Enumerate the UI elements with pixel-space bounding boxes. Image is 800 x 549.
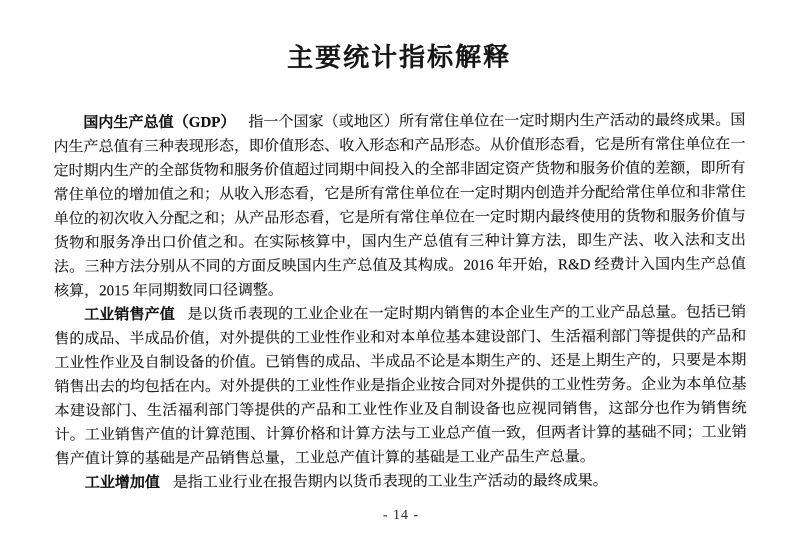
document-body bbox=[53, 108, 747, 495]
paragraph-industrial-added-value bbox=[55, 468, 747, 495]
term-industrial-sales-output: 工业销售产值 bbox=[84, 306, 175, 324]
paragraph-industrial-sales-output-text: 是以货币表现的工业企业在一定时期内销售的本企业生产的工业产品总量。包括已销售的成品、半成品价值，对外提供的工业性作业和对本单位基本建设部门、生活福利部门等提供的产品和工业性作业及自制设备的价值。已销售的成品、半成品不论是本期生产的、还是上期生产的，只要是本期销售出去的均包括在内。对外提供的工业性作业是指企业按合同对外提供的工业性劳务。企业为本单位基本建设部门、生活福利部门等提供的产品和工业性作业及自制设备也应视同销售，这部分也作为销售统计。工业销售产值的计算范围、计算价格和计算方法与工业总产值一致，但两者计算的基础不同；工业销售产值计算的基础是产品销售总量，工业总产值计算的基础是工业产品生产总量。 bbox=[54, 304, 747, 468]
paragraph-industrial-added-value-text: 是指工业行业在报告期内以货币表现的工业生产活动的最终成果。 bbox=[172, 473, 608, 491]
paragraph-industrial-sales-output bbox=[54, 300, 747, 471]
page-title: 主要统计指标解释 bbox=[286, 42, 512, 73]
paragraph-gdp-text: 指一个国家（或地区）所有常住单位在一定时期内生产活动的最终成果。国内生产总值有三种表现形态，即价值形态、收入形态和产品形态。从价值形态看，它是所有常住单位在一定时期内生产的全部货物和服务价值超过同期中间投入的全部非固定资产货物和服务价值的差额，即所有常住单位的增加值之和；从收入形态看，它是所有常住单位在一定时期内创造并分配给常住单位和非常住单位的初次收入分配之和；从产品形态看，它是所有常住单位在一定时期内最终使用的货物和服务价值与货物和服务净出口价值之和。在实际核算中，国内生产总值有三种计算方法，即生产法、收入法和支出法。三种方法分别从不同的方面反映国内生产总值及其构成。2016 年开始，R&D 经费计入国内生产总值核算，2015 年同期数同口径调整。 bbox=[53, 112, 746, 300]
page-number: - 14 - bbox=[382, 507, 420, 524]
paragraph-gdp bbox=[53, 108, 746, 303]
term-gdp: 国内生产总值（GDP） bbox=[83, 114, 236, 132]
term-industrial-added-value: 工业增加值 bbox=[84, 475, 160, 492]
